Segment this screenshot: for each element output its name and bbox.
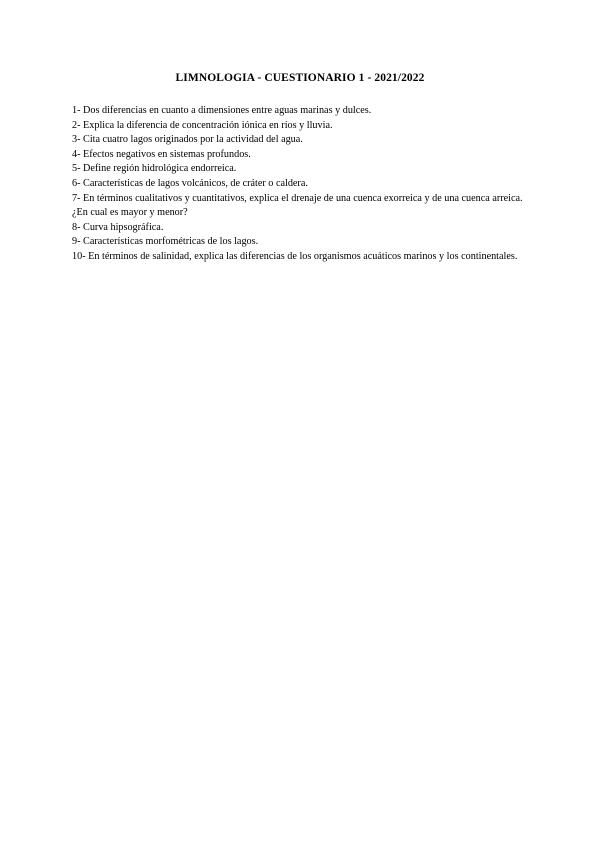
question-list [72,104,534,265]
question-item-10: 10- En términos de salinidad, explica las diferencias de los organismos acuáticos marinos y los continentales. [72,250,518,262]
question-item-4: 4- Efectos negativos en sistemas profundos. [72,148,251,160]
question-item-5: 5- Define región hidrológica endorreica. [72,163,237,175]
question-item-3: 3- Cita cuatro lagos originados por la actividad del agua. [72,134,303,146]
question-item-7: 7- En términos cualitativos y cuantitativos, explica el drenaje de una cuenca exorreica y de una cuenca arreica. ¿En cual es mayor y menor? [72,192,523,219]
page-title: LIMNOLOGIA - CUESTIONARIO 1 - 2021/2022 [175,72,425,84]
question-item-9: 9- Características morfométricas de los lagos. [72,236,259,248]
question-item-1: 1- Dos diferencias en cuanto a dimensiones entre aguas marinas y dulces. [72,105,372,116]
question-item-2: 2- Explica la diferencia de concentración iónica en ríos y lluvia. [72,119,333,131]
question-item-8: 8- Curva hipsográfica. [72,221,164,233]
question-item-6: 6- Características de lagos volcánicos, de cráter o caldera. [72,177,308,189]
